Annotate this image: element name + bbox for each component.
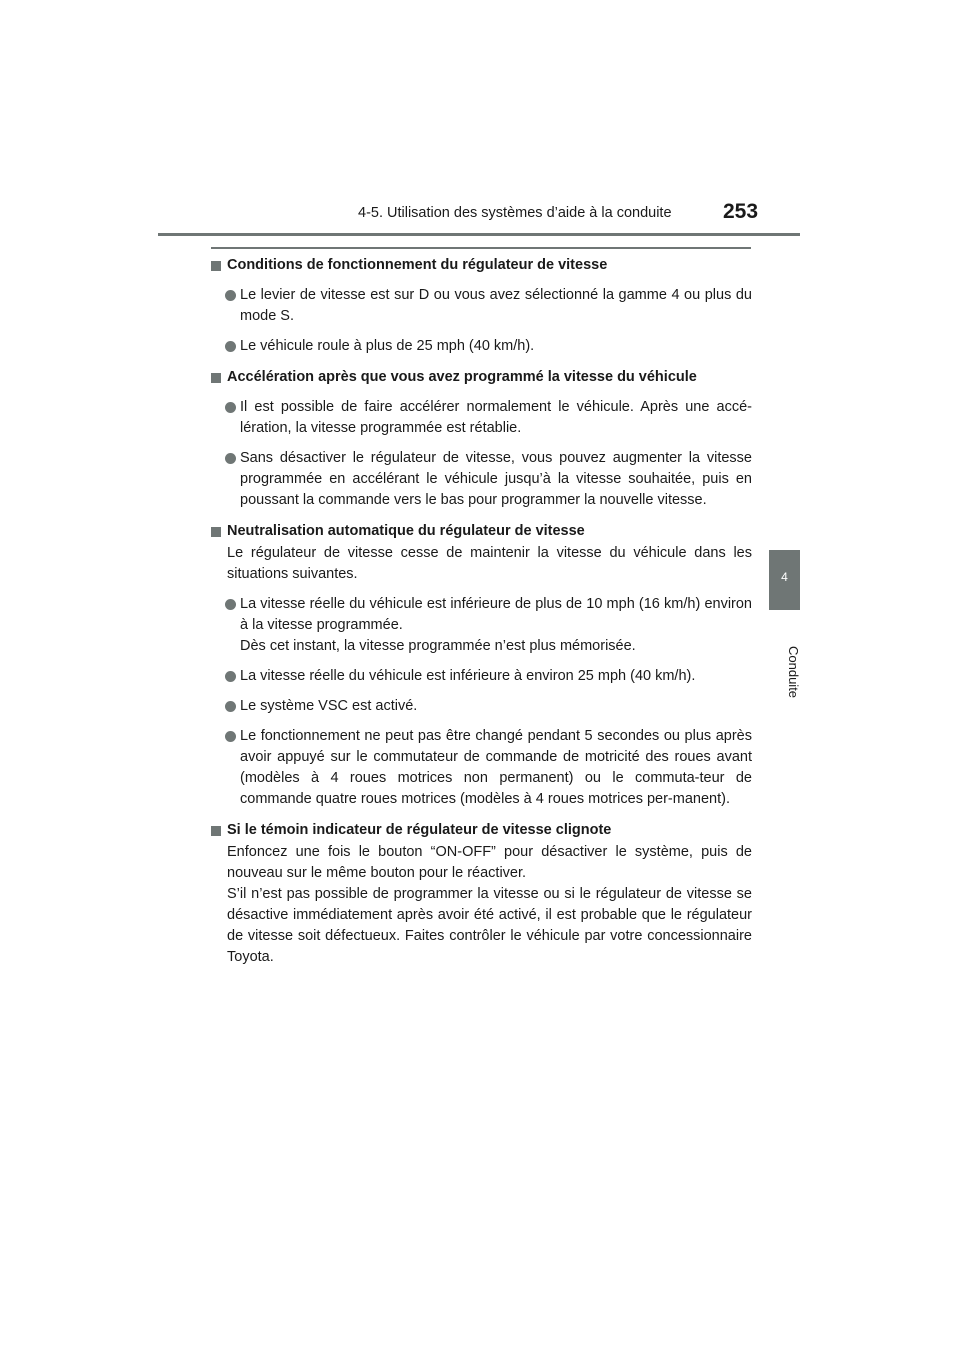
bullet-dot-icon — [225, 341, 236, 352]
bullet-dot-icon — [225, 701, 236, 712]
chapter-number: 4 — [781, 570, 788, 584]
section-heading: Conditions de fonctionnement du régulateur de vitesse — [211, 255, 752, 276]
bullet-item: Sans désactiver le régulateur de vitesse, vous pouvez augmenter la vitesse programmée en accélérant le véhicule jusqu’à la vitesse souhaitée, puis en poussant la commande vers le bas pour programmer la nouvelle vitesse. — [211, 448, 752, 511]
bullet-item: Le véhicule roule à plus de 25 mph (40 km/h). — [211, 336, 752, 357]
page-content — [211, 255, 752, 968]
section-paragraph: Enfoncez une fois le bouton “ON-OFF” pour désactiver le système, puis de nouveau sur le même bouton pour le réactiver. S’il n’est pas possible de programmer la vitesse ou si le régulateur de vitesse se désactive immédiatement après avoir été activé, il est probable que le régulateur de vitesse soit défectueux. Faites contrôler le véhicule par votre concessionnaire Toyota. — [227, 844, 752, 965]
bullet-item: Le système VSC est activé. — [211, 696, 752, 717]
bullet-item: Le levier de vitesse est sur D ou vous avez sélectionné la gamme 4 ou plus du mode S. — [211, 285, 752, 327]
page-number: 253 — [723, 200, 759, 223]
section-title: 4-5. Utilisation des systèmes d’aide à la conduite — [358, 205, 672, 221]
heading-square-icon — [211, 826, 221, 836]
section-heading: Accélération après que vous avez programmé la vitesse du véhicule — [211, 367, 752, 388]
chapter-label: Conduite — [786, 646, 801, 699]
bullet-item: La vitesse réelle du véhicule est inférieure de plus de 10 mph (16 km/h) environ à la vitesse programmée. Dès cet instant, la vitesse programmée n’est plus mémorisée. — [211, 594, 752, 657]
heading-square-icon — [211, 261, 221, 271]
bullet-item: Le fonctionnement ne peut pas être changé pendant 5 secondes ou plus après avoir appuyé sur le commutateur de commande de motricité des roues avant (modèles à 4 roues motrices non permanent) ou le commuta-teur de commande quatre roues motrices (modèles à 4 roues motrices per-manent). — [211, 726, 752, 810]
section-heading: Neutralisation automatique du régulateur de vitesse — [211, 521, 752, 542]
bullet-item: La vitesse réelle du véhicule est inférieure à environ 25 mph (40 km/h). — [211, 666, 752, 687]
bullet-dot-icon — [225, 731, 236, 742]
section-intro: Le régulateur de vitesse cesse de maintenir la vitesse du véhicule dans les situations suivantes. — [227, 545, 752, 582]
bullet-dot-icon — [225, 599, 236, 610]
section-heading: Si le témoin indicateur de régulateur de vitesse clignote — [211, 820, 752, 841]
bullet-item: Il est possible de faire accélérer normalement le véhicule. Après une accé-lération, la vitesse programmée est rétablie. — [211, 397, 752, 439]
bullet-dot-icon — [225, 290, 236, 301]
bullet-dot-icon — [225, 671, 236, 682]
heading-square-icon — [211, 527, 221, 537]
heading-square-icon — [211, 373, 221, 383]
header-rule — [158, 233, 800, 236]
content-rule — [211, 247, 751, 249]
bullet-dot-icon — [225, 453, 236, 464]
bullet-dot-icon — [225, 402, 236, 413]
